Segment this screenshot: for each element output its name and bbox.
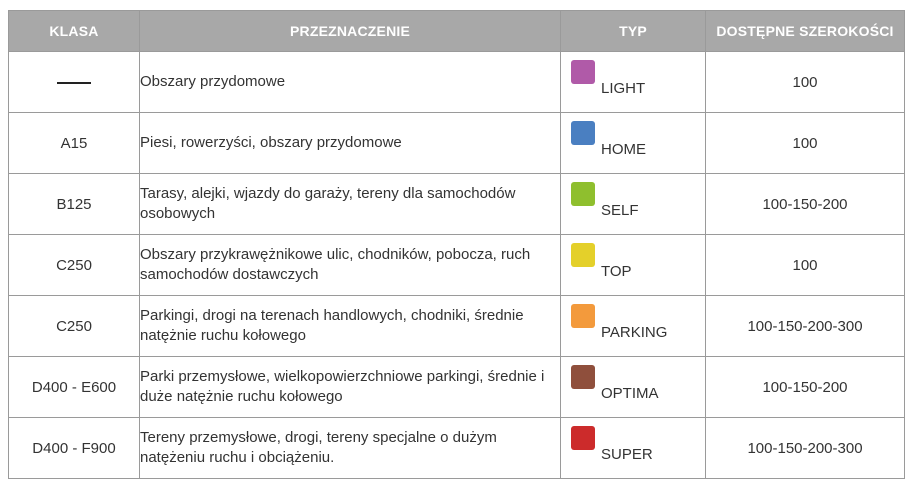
typ-cell <box>561 174 706 235</box>
table-row <box>9 357 905 418</box>
klasa-cell: C250 <box>9 235 140 296</box>
szerokosci-cell: 100-150-200 <box>706 357 905 418</box>
typ-label: SELF <box>601 202 639 219</box>
klasa-cell: D400 - F900 <box>9 418 140 479</box>
typ-label: HOME <box>601 141 646 158</box>
typ-cell <box>561 113 706 174</box>
color-swatch <box>571 304 595 328</box>
klasa-cell: A15 <box>9 113 140 174</box>
color-swatch <box>571 243 595 267</box>
przeznaczenie-cell: Obszary przykrawężnikowe ulic, chodników, pobocza, ruch samochodów dostawczych <box>140 235 561 296</box>
table-row <box>9 235 905 296</box>
header-przeznaczenie: PRZEZNACZENIE <box>140 11 561 52</box>
table-row <box>9 52 905 113</box>
klasa-cell <box>9 52 140 113</box>
klasa-cell: B125 <box>9 174 140 235</box>
szerokosci-cell: 100 <box>706 235 905 296</box>
typ-label: LIGHT <box>601 80 646 97</box>
typ-cell <box>561 357 706 418</box>
dash-mark <box>57 82 91 84</box>
color-swatch <box>571 426 595 450</box>
szerokosci-cell: 100-150-200-300 <box>706 296 905 357</box>
przeznaczenie-cell: Piesi, rowerzyści, obszary przydomowe <box>140 113 561 174</box>
table-row <box>9 174 905 235</box>
table-row <box>9 113 905 174</box>
header-typ: TYP <box>561 11 706 52</box>
typ-label: TOP <box>601 263 632 280</box>
typ-label: SUPER <box>601 446 653 463</box>
product-class-table <box>8 10 905 479</box>
typ-label: PARKING <box>601 324 668 341</box>
przeznaczenie-cell: Tereny przemysłowe, drogi, tereny specjalne o dużym natężeniu ruchu i obciążeniu. <box>140 418 561 479</box>
klasa-cell: D400 - E600 <box>9 357 140 418</box>
typ-cell <box>561 235 706 296</box>
table-header-row <box>9 11 905 52</box>
szerokosci-cell: 100-150-200-300 <box>706 418 905 479</box>
klasa-cell: C250 <box>9 296 140 357</box>
color-swatch <box>571 121 595 145</box>
przeznaczenie-cell: Parkingi, drogi na terenach handlowych, chodniki, średnie natężnie ruchu kołowego <box>140 296 561 357</box>
szerokosci-cell: 100 <box>706 113 905 174</box>
typ-label: OPTIMA <box>601 385 659 402</box>
color-swatch <box>571 60 595 84</box>
typ-cell <box>561 52 706 113</box>
color-swatch <box>571 365 595 389</box>
header-szerokosci: DOSTĘPNE SZEROKOŚCI <box>706 11 905 52</box>
szerokosci-cell: 100-150-200 <box>706 174 905 235</box>
typ-cell <box>561 296 706 357</box>
header-klasa: KLASA <box>9 11 140 52</box>
przeznaczenie-cell: Parki przemysłowe, wielkopowierzchniowe parkingi, średnie i duże natężnie ruchu kołowego <box>140 357 561 418</box>
przeznaczenie-cell: Obszary przydomowe <box>140 52 561 113</box>
przeznaczenie-cell: Tarasy, alejki, wjazdy do garaży, tereny dla samochodów osobowych <box>140 174 561 235</box>
typ-cell <box>561 418 706 479</box>
szerokosci-cell: 100 <box>706 52 905 113</box>
table-row <box>9 296 905 357</box>
table-row <box>9 418 905 479</box>
color-swatch <box>571 182 595 206</box>
